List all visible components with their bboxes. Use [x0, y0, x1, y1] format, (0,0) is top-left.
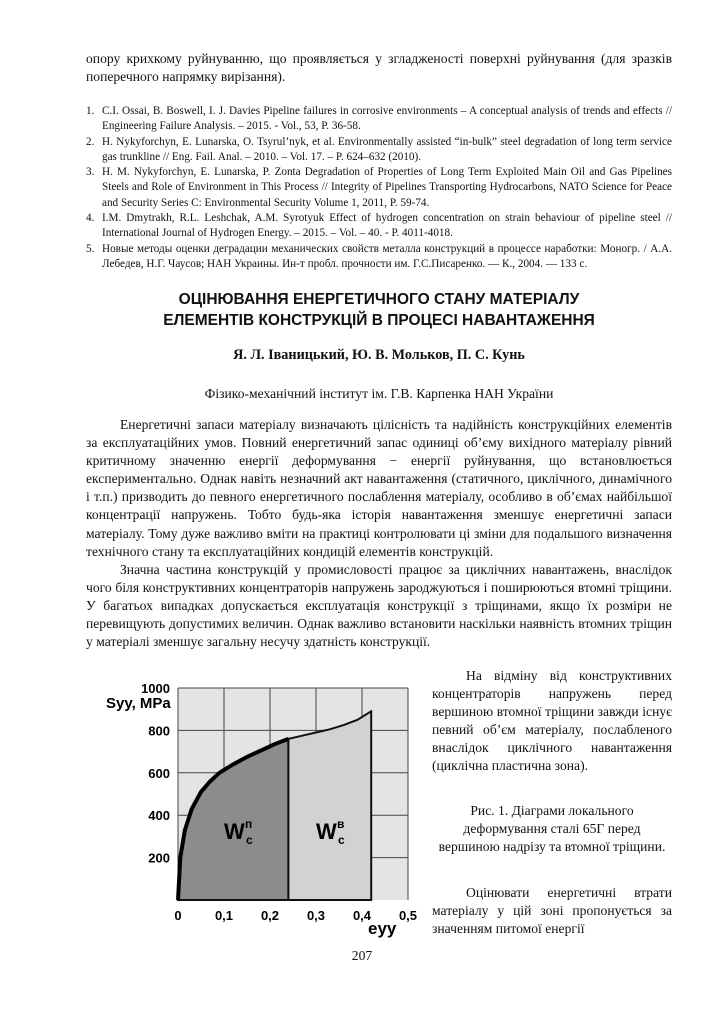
paper-title-line2: ЕЛЕМЕНТІВ КОНСТРУКЦІЙ В ПРОЦЕСІ НАВАНТАЖЕННЯ: [163, 312, 595, 329]
y-tick-label: 1000: [141, 681, 170, 696]
region-label-main: W: [316, 819, 337, 844]
x-tick-label: 0,4: [352, 908, 372, 923]
reference-text: H. M. Nykyforchyn, E. Lunarska, P. Zonta Degradation of Properties of Long Term Exploited Main Oil and Gas Pipelines Steels and Role of Environment in This Process // Integrity of Pipelines Transporting Hydrocarbons, NATO Science for Peace and Security Series C: Environmental Security Volume 1, 2011, P. 59-74.: [102, 166, 672, 209]
y-tick-label: 400: [148, 808, 170, 824]
reference-item: [86, 135, 672, 166]
body-paragraph: Енергетичні запаси матеріалу визначають цілісність та надійність конструкційних елементів за експлуатаційних умов. Повний енергетичний запас одиниці об’єму вихідного матеріалу рівний критичному значенню енергії деформування − енергії руйнування, що встановлюється експериментально. Однак навіть незначний акт навантаження (статичного, циклічного, динамічного і т.п.) призводить до певного енергетичного послаблення матеріалу, особливо в об’ємах найбільшої концентрації напружень. Тобто будь-яка історія навантаження зменшує енергетичні запаси матеріалу. Тому дуже важливо вміти на практиці контролювати ці зміни для подальшого визначення технічного стану та експлуатаційних кондицій елементів конструкцій.: [86, 417, 672, 559]
reference-text: I.M. Dmytrakh, R.L. Leshchak, A.M. Syrotyuk Effect of hydrogen concentration on strain behaviour of pipeline steel // International Journal of Hydrogen Energy. – 2015. – Vol. – 40. - P. 4011-4018.: [102, 212, 672, 240]
region-label-sub: c: [246, 833, 253, 847]
x-axis-label: eyy: [368, 919, 397, 938]
side-paragraph-2: [432, 884, 672, 938]
page-number: 207: [351, 948, 373, 963]
x-tick-label: 0,3: [306, 908, 326, 923]
reference-text: H. Nykyforchyn, E. Lunarska, O. Tsyrul’nyk, et al. Environmentally assisted “in-bulk” steel degradation of long term service gas trunkline // Eng. Fail. Anal. – 2010. – Vol. 17. – P. 624–632 (2010).: [102, 135, 672, 163]
x-tick-label: 0,2: [260, 908, 280, 923]
y-tick-label: 200: [148, 850, 170, 866]
region-label-sup: п: [245, 817, 253, 831]
reference-item: [86, 211, 672, 242]
paper-title-line1: ОЦІНЮВАННЯ ЕНЕРГЕТИЧНОГО СТАНУ МАТЕРІАЛУ: [178, 291, 580, 308]
y-tick-label: 800: [148, 723, 170, 739]
reference-number: 1.: [86, 105, 95, 117]
side-paragraph-text: На відміну від конструктивних концентраторів напружень перед вершиною втомної тріщини завжди існує певний об’єм матеріалу, послабленого внаслідок циклічного навантаження (циклічна пластична зона).: [432, 668, 672, 774]
x-tick-label: 0,5: [398, 908, 418, 923]
figure-caption: Рис. 1. Діаграми локального деформування сталі 65Г перед вершиною надрізу та втомної тріщини.: [438, 803, 666, 855]
authors: Я. Л. Іваницький, Ю. В. Мольков, П. С. Кунь: [233, 347, 525, 363]
reference-text: C.I. Ossai, B. Boswell, I. J. Davies Pipeline failures in corrosive environments – A conceptual analysis of trends and effects // Engineering Failure Analysis. – 2015. - Vol., 53, P. 36-58.: [102, 105, 672, 133]
paper-title: [86, 289, 672, 331]
x-tick-label: 0,1: [214, 908, 234, 923]
reference-item: [86, 165, 672, 211]
side-paragraph-2-text: Оцінювати енергетичні втрати матеріалу у цій зоні пропонується за значенням питомої енергії: [432, 885, 672, 937]
reference-number: 5.: [86, 242, 95, 255]
reference-number: 4.: [86, 212, 95, 225]
region-label-main: W: [224, 819, 245, 844]
reference-number: 2.: [86, 135, 95, 148]
reference-item: [86, 104, 672, 135]
body-paragraph: Значна частина конструкцій у промисловості працює за циклічних навантажень, внаслідок чого біля конструктивних концентраторів напружень зароджуються і поширюються втомні тріщини. У багатьох випадках допускається експлуатація конструкції з тріщинами, якщо їх розміри не перевищують допустимих величин. Однак важливо встановити наскільки наявність втомних тріщин у матеріалі зменшує загальну несучу здатність конструкції.: [86, 561, 672, 650]
body-text: [86, 416, 672, 651]
reference-list: [86, 104, 672, 272]
reference-text: Новые методы оценки деградации механических свойств металла конструкций в процессе наработки: Моногр. / А.А. Лебедев, Н.Г. Чаусов; НАН Украины. Ин-т пробл. прочности им. Г.С.Писаренко. — К., 2004. — 133 с.: [102, 242, 672, 270]
affiliation: Фізико-механічний інститут ім. Г.В. Карпенка НАН України: [204, 386, 554, 401]
region-label-sup: в: [337, 817, 345, 831]
reference-item: [86, 242, 672, 273]
region-label-sub: c: [338, 833, 345, 847]
reference-number: 3.: [86, 166, 95, 179]
intro-paragraph: опору крихкому руйнуванню, що проявляється у згладженості поверхні руйнування (для зразків поперечного напрямку вирізання).: [86, 51, 672, 84]
deformation-diagram-chart: [106, 672, 420, 940]
x-tick-label: 0: [174, 908, 182, 923]
y-axis-label: Syy, MPa: [106, 695, 171, 712]
y-tick-label: 600: [148, 765, 170, 781]
side-paragraph: [432, 667, 672, 776]
region-wc-v: [288, 711, 371, 900]
